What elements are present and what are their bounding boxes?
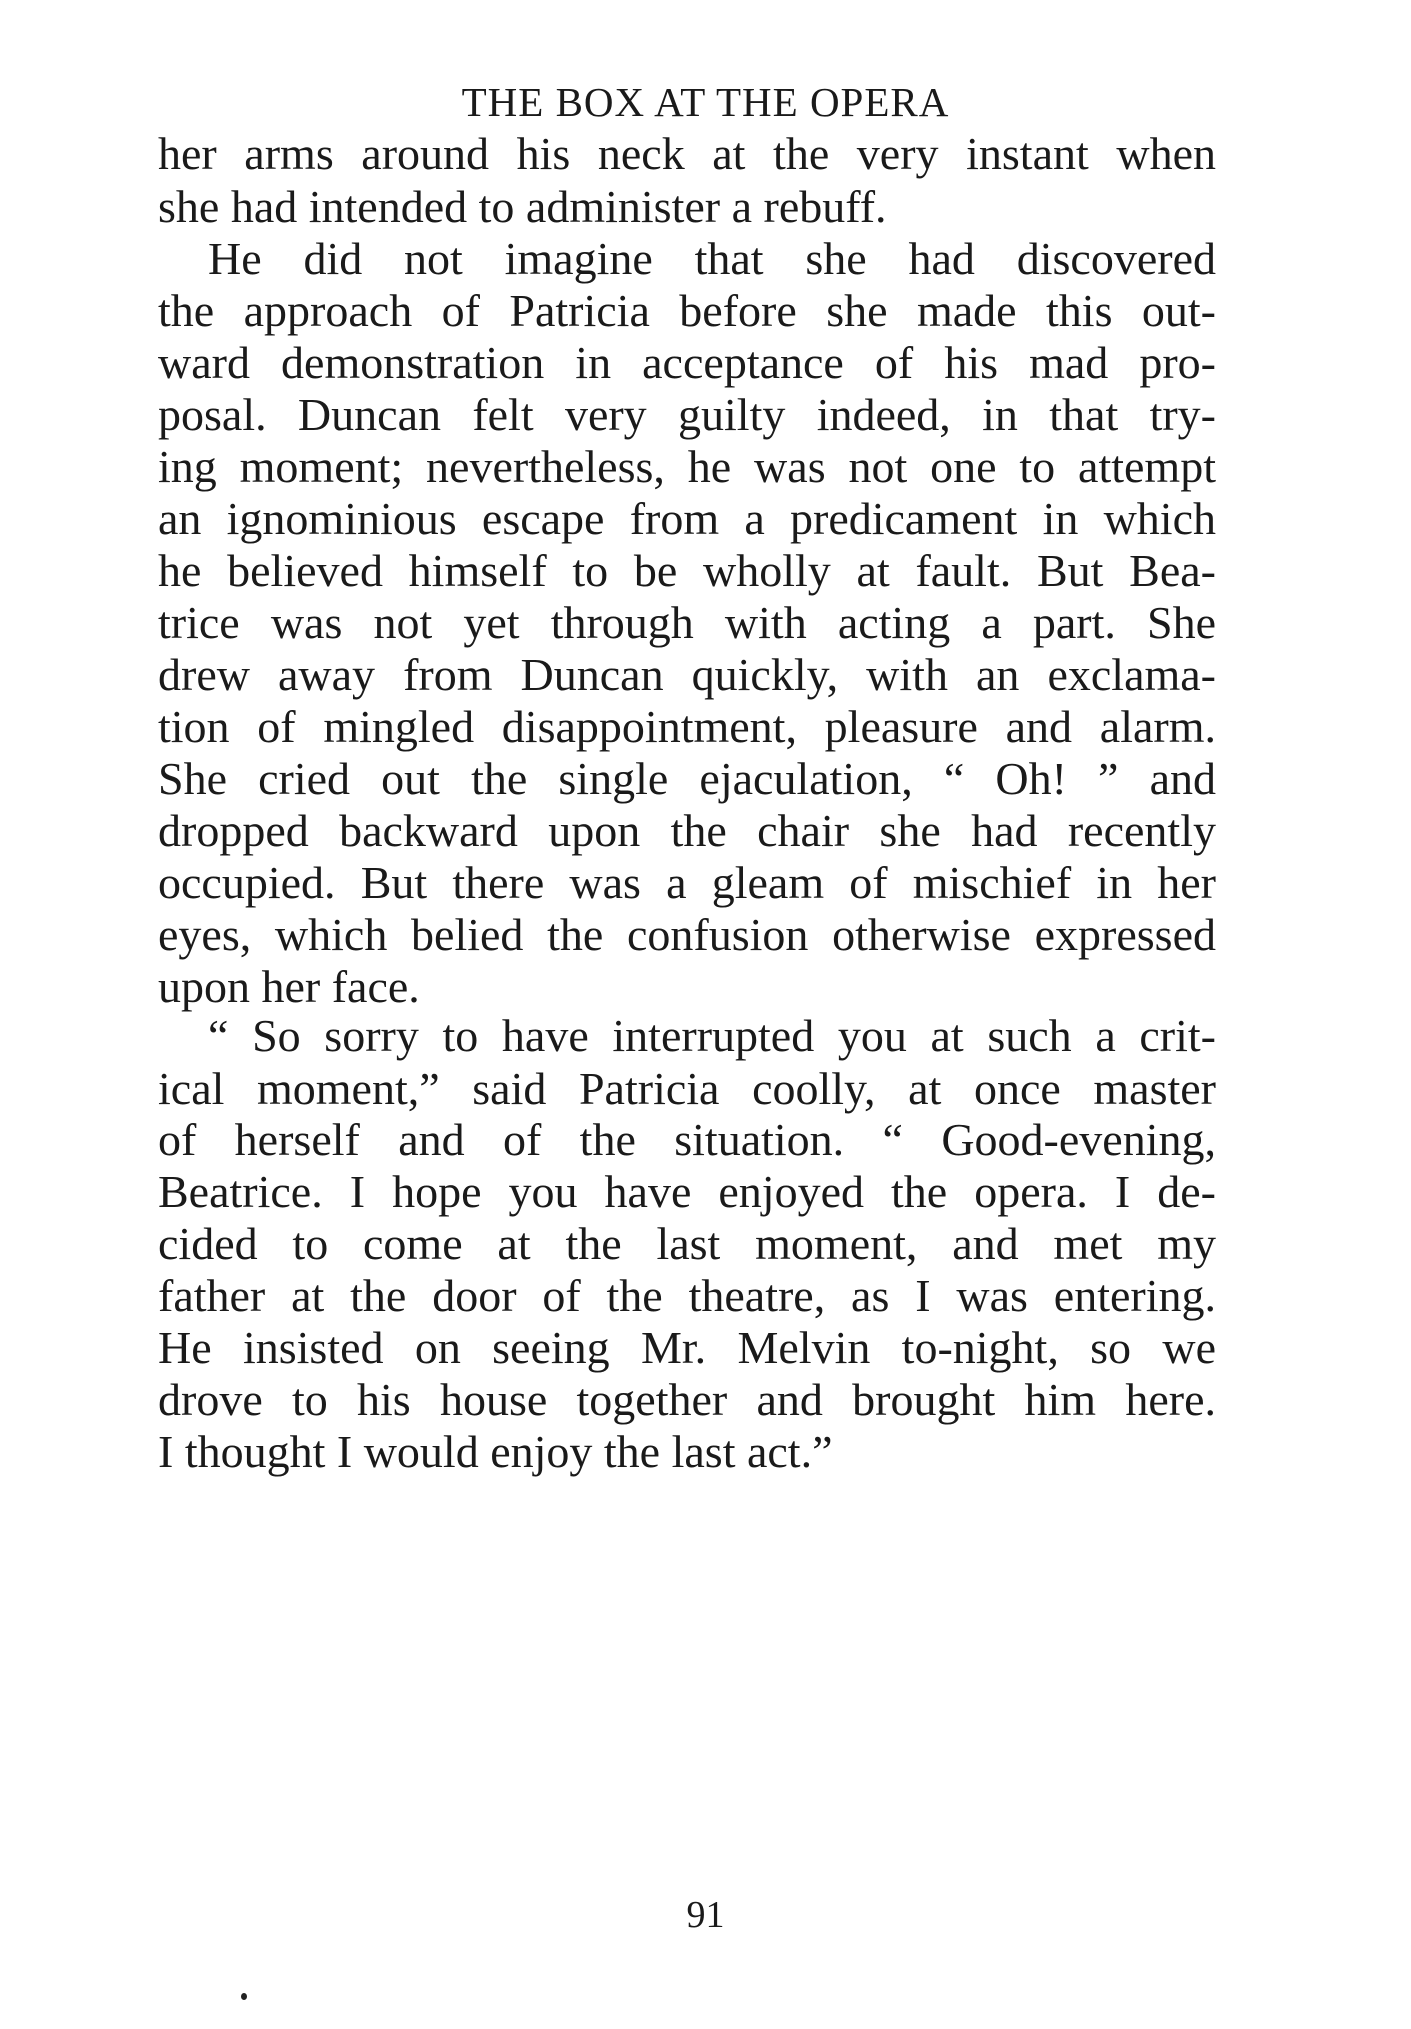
- page-number: 91: [686, 1894, 725, 1936]
- text-line: cided to come at the last moment, and met my: [158, 1218, 1216, 1269]
- text-line: dropped backward upon the chair she had recently: [158, 805, 1216, 856]
- text-line: ical moment,” said Patricia coolly, at once master: [158, 1063, 1216, 1114]
- text-line: her arms around his neck at the very instant when: [158, 128, 1216, 179]
- text-line: He insisted on seeing Mr. Melvin to-night, so we: [158, 1322, 1216, 1373]
- text-line: she had intended to administer a rebuff.: [158, 181, 887, 232]
- text-line: occupied. But there was a gleam of mischief in her: [158, 857, 1216, 908]
- text-line: he believed himself to be wholly at fault. But Bea-: [158, 545, 1216, 596]
- text-line: drove to his house together and brought him here.: [158, 1374, 1216, 1425]
- text-line: I thought I would enjoy the last act.”: [158, 1426, 833, 1477]
- text-line: ing moment; nevertheless, he was not one to attempt: [158, 441, 1216, 492]
- text-line: eyes, which belied the confusion otherwise expressed: [158, 909, 1216, 960]
- text-line: upon her face.: [158, 961, 420, 1012]
- text-line: of herself and of the situation. “ Good-evening,: [158, 1114, 1216, 1165]
- text-line: trice was not yet through with acting a part. She: [158, 597, 1216, 648]
- text-line: He did not imagine that she had discovered: [208, 233, 1216, 284]
- text-line: posal. Duncan felt very guilty indeed, in that try-: [158, 389, 1216, 440]
- text-line: father at the door of the theatre, as I was entering.: [158, 1270, 1216, 1321]
- text-line: Beatrice. I hope you have enjoyed the opera. I de-: [158, 1166, 1216, 1217]
- ink-speck: [241, 1993, 247, 2000]
- text-line: She cried out the single ejaculation, “ Oh! ” and: [158, 753, 1216, 804]
- text-line: drew away from Duncan quickly, with an exclama-: [158, 649, 1216, 700]
- text-line: tion of mingled disappointment, pleasure and alarm.: [158, 701, 1216, 752]
- text-line: an ignominious escape from a predicament in which: [158, 493, 1216, 544]
- text-line: “ So sorry to have interrupted you at such a crit-: [208, 1010, 1216, 1061]
- running-head: THE BOX AT THE OPERA: [461, 79, 950, 125]
- text-line: the approach of Patricia before she made this out-: [158, 285, 1216, 336]
- text-line: ward demonstration in acceptance of his mad pro-: [158, 337, 1216, 388]
